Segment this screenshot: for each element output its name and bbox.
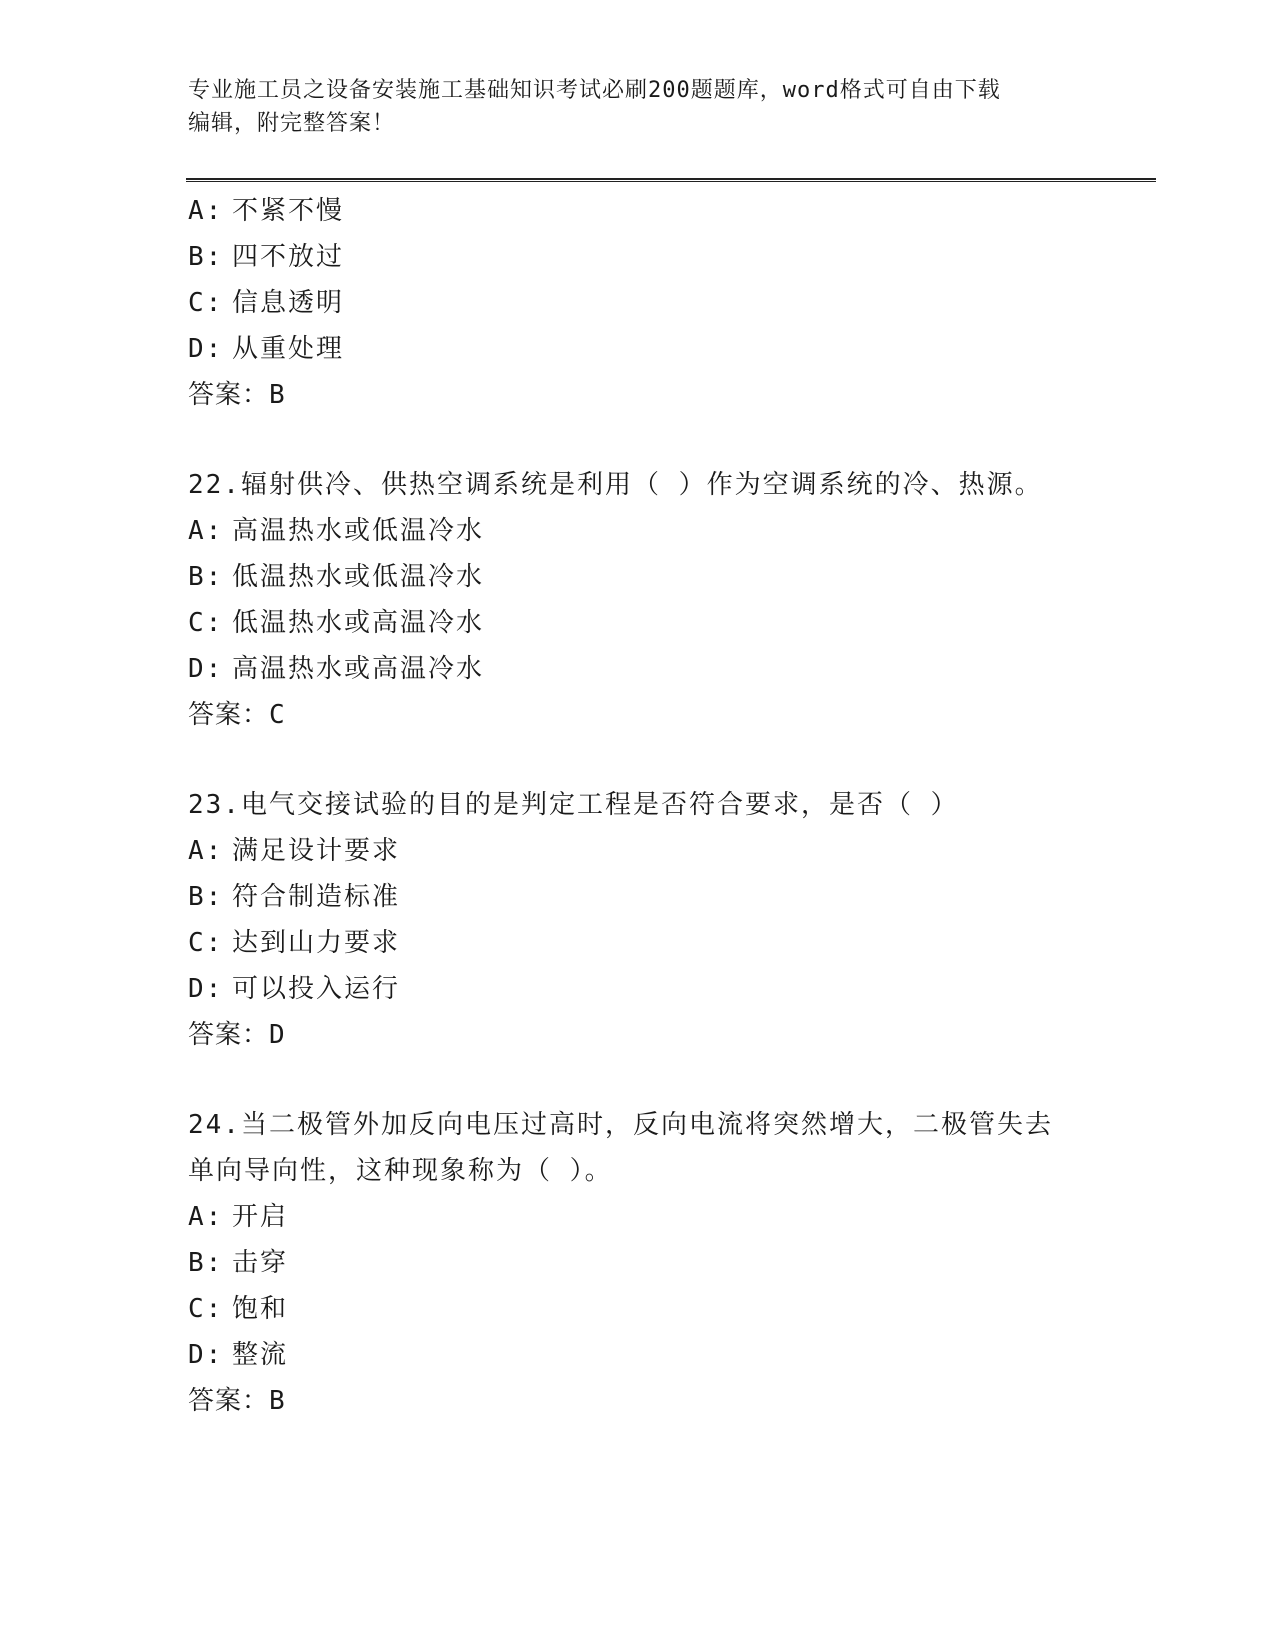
option-c: C: 饱和	[188, 1294, 289, 1324]
option-b: B: 符合制造标准	[188, 882, 401, 912]
question-24	[188, 1102, 1088, 1424]
option-d: D: 可以投入运行	[188, 974, 401, 1004]
question-text-line-2: 单向导向性，这种现象称为（ ）。	[188, 1156, 613, 1186]
question-21	[188, 188, 1088, 418]
header-divider	[186, 178, 1156, 182]
question-text: 23.电气交接试验的目的是判定工程是否符合要求，是否（ ）	[188, 790, 959, 820]
option-c: C: 达到山力要求	[188, 928, 401, 958]
option-a: A: 开启	[188, 1202, 289, 1232]
document-header	[188, 74, 1068, 140]
option-b: B: 低温热水或低温冷水	[188, 562, 485, 592]
option-b: B: 击穿	[188, 1248, 289, 1278]
option-c: C: 信息透明	[188, 288, 345, 318]
option-c: C: 低温热水或高温冷水	[188, 608, 485, 638]
question-23	[188, 782, 1088, 1058]
header-line-1: 专业施工员之设备安装施工基础知识考试必刷200题题库，word格式可自由下载	[188, 78, 1001, 103]
option-a: A: 不紧不慢	[188, 196, 345, 226]
option-d: D: 高温热水或高温冷水	[188, 654, 485, 684]
option-a: A: 满足设计要求	[188, 836, 401, 866]
option-a: A: 高温热水或低温冷水	[188, 516, 485, 546]
question-text-line-1: 24.当二极管外加反向电压过高时，反向电流将突然增大，二极管失去	[188, 1110, 1053, 1140]
option-d: D: 整流	[188, 1340, 289, 1370]
answer: 答案：C	[188, 700, 286, 730]
question-22	[188, 462, 1088, 738]
answer: 答案：D	[188, 1020, 286, 1050]
option-b: B: 四不放过	[188, 242, 345, 272]
question-text: 22.辐射供冷、供热空调系统是利用（ ）作为空调系统的冷、热源。	[188, 470, 1043, 500]
option-d: D: 从重处理	[188, 334, 345, 364]
question-list	[188, 188, 1088, 1424]
answer: 答案：B	[188, 1386, 286, 1416]
header-line-2: 编辑，附完整答案！	[188, 111, 396, 136]
answer: 答案：B	[188, 380, 286, 410]
